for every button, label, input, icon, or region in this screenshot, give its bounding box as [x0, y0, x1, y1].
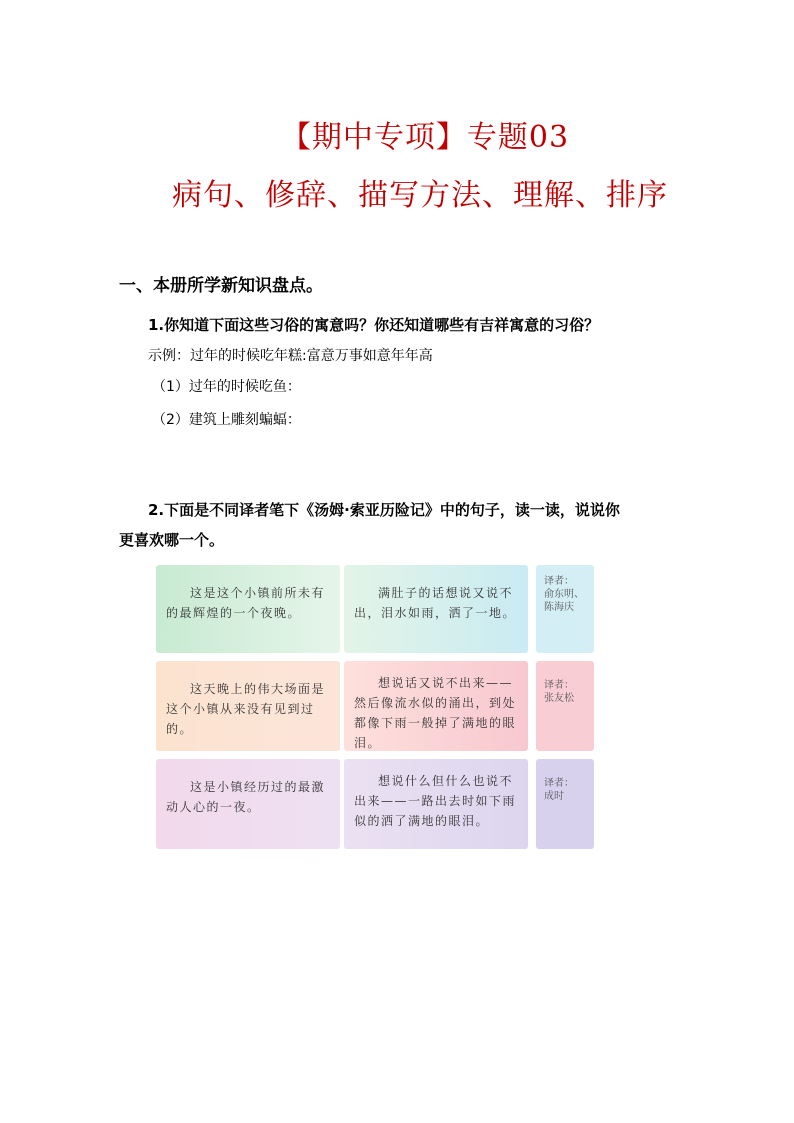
sentence-text: 这天晚上的伟大场面是这个小镇从来没有见到过的。	[166, 682, 326, 736]
sentence-text: 满肚子的话想说又说不出，泪水如雨，洒了一地。	[354, 586, 517, 620]
translator-names: 俞东明、陈海庆	[544, 589, 584, 613]
table-cell-sentence-b	[344, 661, 528, 751]
section-heading: 一、本册所学新知识盘点。	[119, 276, 323, 296]
translator-label: 译者：	[544, 778, 574, 789]
sentence-text: 想说什么但什么也说不出来——一路出去时如下雨似的洒了满地的眼泪。	[354, 774, 517, 828]
sentence-text: 这是小镇经历过的最激动人心的一夜。	[166, 780, 326, 814]
table-cell-sentence-a	[156, 565, 340, 653]
table-cell-sentence-a	[156, 661, 340, 751]
question-1-item-2: （2）建筑上雕刻蝙蝠：	[152, 412, 301, 428]
question-2-line-2: 更喜欢哪一个。	[119, 531, 225, 549]
question-1-item-1: （1）过年的时候吃鱼：	[152, 379, 301, 395]
table-cell-translator	[536, 661, 594, 751]
table-cell-sentence-b	[344, 759, 528, 849]
document-title: 【期中专项】专题03	[280, 120, 570, 155]
translator-label: 译者：	[544, 680, 574, 691]
sentence-text: 这是这个小镇前所未有的最辉煌的一个夜晚。	[166, 586, 326, 620]
translation-comparison-table	[156, 565, 594, 849]
sentence-text: 想说话又说不出来——然后像流水似的涌出，到处都像下雨一般掉了满地的眼泪。	[354, 676, 517, 750]
translator-label: 译者：	[544, 576, 574, 587]
table-cell-translator	[536, 565, 594, 653]
question-1: 1.你知道下面这些习俗的寓意吗？你还知道哪些有吉祥寓意的习俗？	[148, 316, 600, 334]
translator-names: 成时	[544, 791, 564, 802]
question-1-example: 示例：过年的时候吃年糕:富意万事如意年年高	[148, 348, 433, 364]
table-cell-translator	[536, 759, 594, 849]
translator-names: 张友松	[544, 693, 574, 704]
document-subtitle: 病句、修辞、描写方法、理解、排序	[172, 178, 668, 213]
question-2-line-1: 2.下面是不同译者笔下《汤姆·索亚历险记》中的句子，读一读，说说你	[148, 501, 620, 519]
table-cell-sentence-a	[156, 759, 340, 849]
table-cell-sentence-b	[344, 565, 528, 653]
